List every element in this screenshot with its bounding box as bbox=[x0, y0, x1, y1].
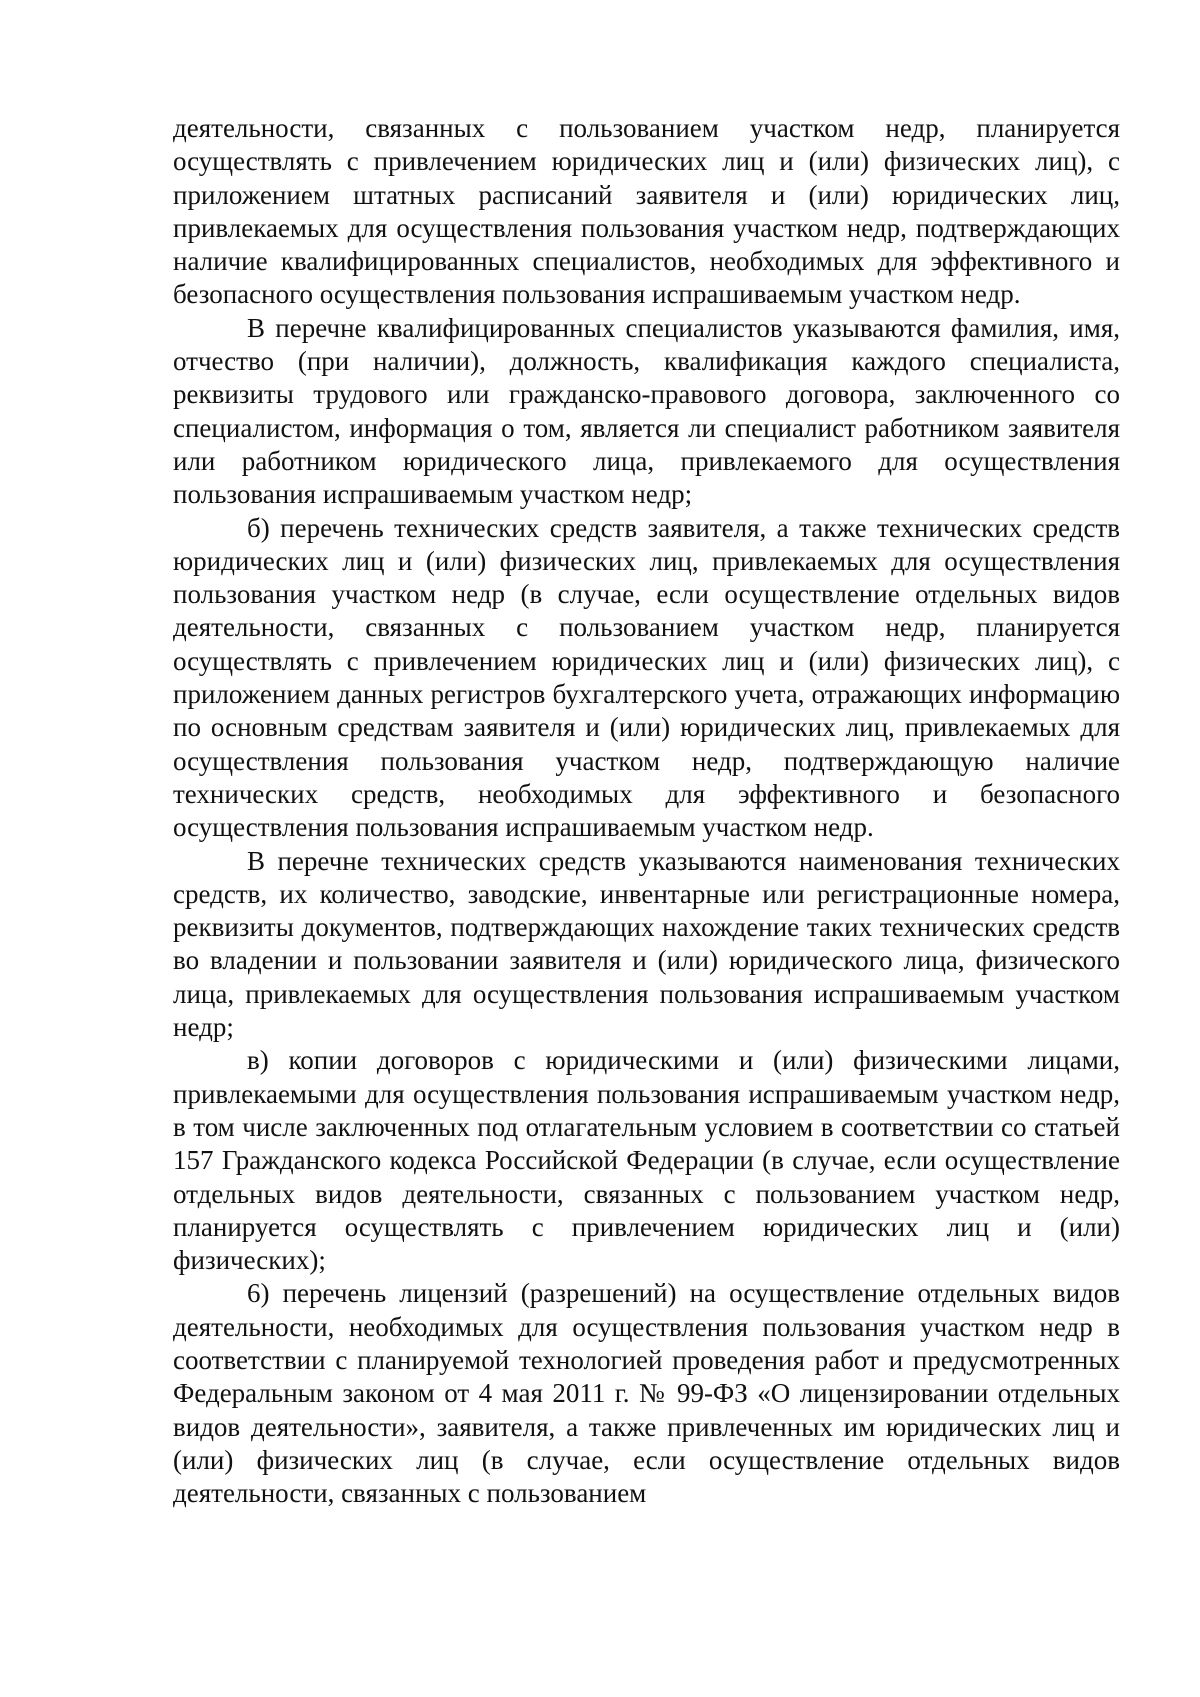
paragraph-item-v: в) копии договоров с юридическими и (или) физическими лицами, привлекаемыми для осуществления пользования испрашиваемым участком недр, в том числе заключенных под отлагательным условием в соответствии со статьей 157 Гражданского кодекса Российской Федерации (в случае, если осуществление отдельных видов деятельности, связанных с пользованием участком недр, планируется осуществлять с привлечением юридических лиц и (или) физических); bbox=[173, 1045, 1120, 1276]
paragraph-continuation: деятельности, связанных с пользованием участком недр, планируется осуществлять с привлечением юридических лиц и (или) физических лиц), с приложением штатных расписаний заявителя и (или) юридических лиц, привлекаемых для осуществления пользования участком недр, подтверждающих наличие квалифицированных специалистов, необходимых для эффективного и безопасного осуществления пользования испрашиваемым участком недр. bbox=[173, 113, 1120, 310]
document-body bbox=[173, 112, 1120, 1510]
paragraph-item-b: б) перечень технических средств заявителя, а также технических средств юридических лиц и (или) физических лиц, привлекаемых для осуществления пользования участком недр (в случае, если осуществление отдельных видов деятельности, связанных с пользованием участком недр, планируется осуществлять с привлечением юридических лиц и (или) физических лиц), с приложением данных регистров бухгалтерского учета, отражающих информацию по основным средствам заявителя и (или) юридических лиц, привлекаемых для осуществления пользования участком недр, подтверждающую наличие технических средств, необходимых для эффективного и безопасного осуществления пользования испрашиваемым участком недр. bbox=[173, 512, 1120, 843]
paragraph-specialists-list: В перечне квалифицированных специалистов указываются фамилия, имя, отчество (при наличии), должность, квалификация каждого специалиста, реквизиты трудового или гражданско-правового договора, заключенного со специалистом, информация о том, является ли специалист работником заявителя или работником юридического лица, привлекаемого для осуществления пользования испрашиваемым участком недр; bbox=[173, 312, 1120, 510]
paragraph-item-6: 6) перечень лицензий (разрешений) на осуществление отдельных видов деятельности, необходимых для осуществления пользования участком недр в соответствии с планируемой технологией проведения работ и предусмотренных Федеральным законом от 4 мая 2011 г. № 99-ФЗ «О лицензировании отдельных видов деятельности», заявителя, а также привлеченных им юридических лиц и (или) физических лиц (в случае, если осуществление отдельных видов деятельности, связанных с пользованием bbox=[173, 1278, 1120, 1509]
paragraph-technical-means-list: В перечне технических средств указываются наименования технических средств, их количество, заводские, инвентарные или регистрационные номера, реквизиты документов, подтверждающих нахождение таких технических средств во владении и пользовании заявителя и (или) юридического лица, физического лица, привлекаемых для осуществления пользования испрашиваемым участком недр; bbox=[173, 845, 1120, 1043]
